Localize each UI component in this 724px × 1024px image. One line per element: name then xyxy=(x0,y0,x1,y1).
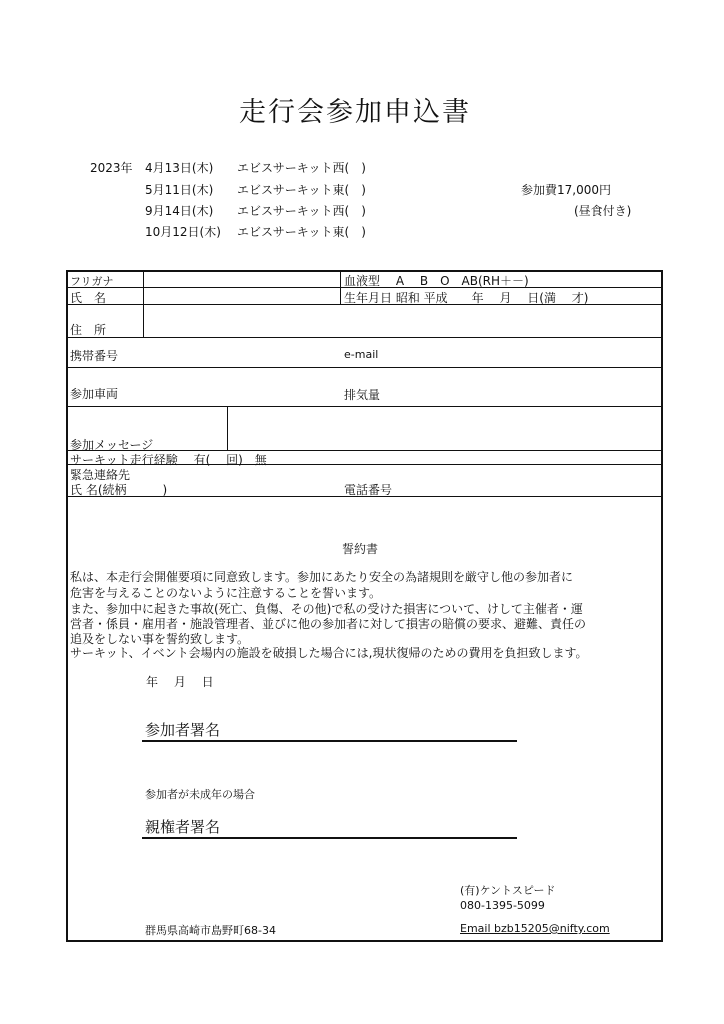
guardian-signature-line[interactable] xyxy=(142,837,517,839)
schedule-year: 2023年 xyxy=(90,161,133,175)
emergency-contact-label: 緊急連絡先 xyxy=(70,468,131,482)
schedule-venue: エビスサーキット西( ) xyxy=(237,204,366,218)
schedule-date: 9月14日(木) xyxy=(145,204,214,218)
message-field[interactable] xyxy=(229,407,661,449)
schedule-date: 10月12日(木) xyxy=(145,225,221,239)
pledge-line: サーキット、イベント会場内の施設を破損した場合には,現状復帰のための費用を負担致します。 xyxy=(70,646,588,660)
address-field[interactable] xyxy=(145,305,661,336)
phone-field[interactable] xyxy=(410,466,660,495)
pledge-line: 営者・係員・雇用者・施設管理者、並びに他の参加者に対して損害の賠償の要求、避難、責任の xyxy=(70,617,587,631)
mobile-field[interactable] xyxy=(145,338,335,366)
schedule-venue: エビスサーキット東( ) xyxy=(237,225,366,239)
emergency-name-label: 氏 名(続柄 ) xyxy=(70,483,168,497)
email-label: e-mail xyxy=(344,348,379,361)
organizer-company: (有)ケントスピード xyxy=(460,884,556,897)
furigana-label: フリガナ xyxy=(70,275,114,288)
schedule-date: 5月11日(木) xyxy=(145,183,214,197)
form-rule xyxy=(143,270,144,337)
vehicle-label: 参加車両 xyxy=(70,387,119,401)
minor-note: 参加者が未成年の場合 xyxy=(145,788,255,801)
schedule-date: 4月13日(木) xyxy=(145,161,214,175)
displacement-field[interactable] xyxy=(400,368,660,405)
organizer-phone: 080-1395-5099 xyxy=(460,899,545,912)
birthdate-label: 生年月日 昭和 平成 年 月 日(満 才) xyxy=(344,291,589,305)
name-field[interactable] xyxy=(145,271,339,303)
circuit-experience-label: サーキット走行経験 有( 回) 無 xyxy=(70,453,267,467)
participation-fee: 参加費17,000円 xyxy=(521,183,611,197)
organizer-email-link[interactable]: Email bzb15205@nifty.com xyxy=(460,922,610,935)
pledge-line: 危害を与えることのないように注意することを誓います。 xyxy=(70,586,382,600)
participant-signature-label: 参加者署名 xyxy=(145,721,221,739)
schedule-venue: エビスサーキット西( ) xyxy=(237,161,366,175)
email-field[interactable] xyxy=(390,338,660,366)
pledge-line: また、参加中に起きた事故(死亡、負傷、その他)で私の受けた損害について、けして主催者・運 xyxy=(70,602,583,616)
organizer-address: 群馬県高崎市島野町68-34 xyxy=(145,924,276,937)
displacement-label: 排気量 xyxy=(344,388,381,402)
participant-signature-line[interactable] xyxy=(142,740,517,742)
pledge-heading: 誓約書 xyxy=(342,542,379,556)
form-rule xyxy=(340,270,341,304)
fee-note: (昼食付き) xyxy=(574,204,632,218)
page-title: 走行会参加申込書 xyxy=(239,97,471,128)
form-rule xyxy=(227,406,228,450)
vehicle-field[interactable] xyxy=(145,368,335,405)
guardian-signature-label: 親権者署名 xyxy=(145,818,221,836)
signature-date: 年 月 日 xyxy=(146,675,214,689)
blood-type-label: 血液型 A B O AB(RH＋－) xyxy=(344,274,529,288)
pledge-line: 私は、本走行会開催要項に同意致します。参加にあたり安全の為諸規則を厳守し他の参加者に xyxy=(70,570,574,584)
phone-label: 電話番号 xyxy=(344,483,393,497)
address-label: 住 所 xyxy=(70,323,107,337)
name-label: 氏 名 xyxy=(70,291,107,305)
pledge-line: 追及をしない事を誓約致します。 xyxy=(70,632,250,646)
mobile-label: 携帯番号 xyxy=(70,349,119,363)
message-label: 参加メッセージ xyxy=(70,438,154,452)
schedule-venue: エビスサーキット東( ) xyxy=(237,183,366,197)
